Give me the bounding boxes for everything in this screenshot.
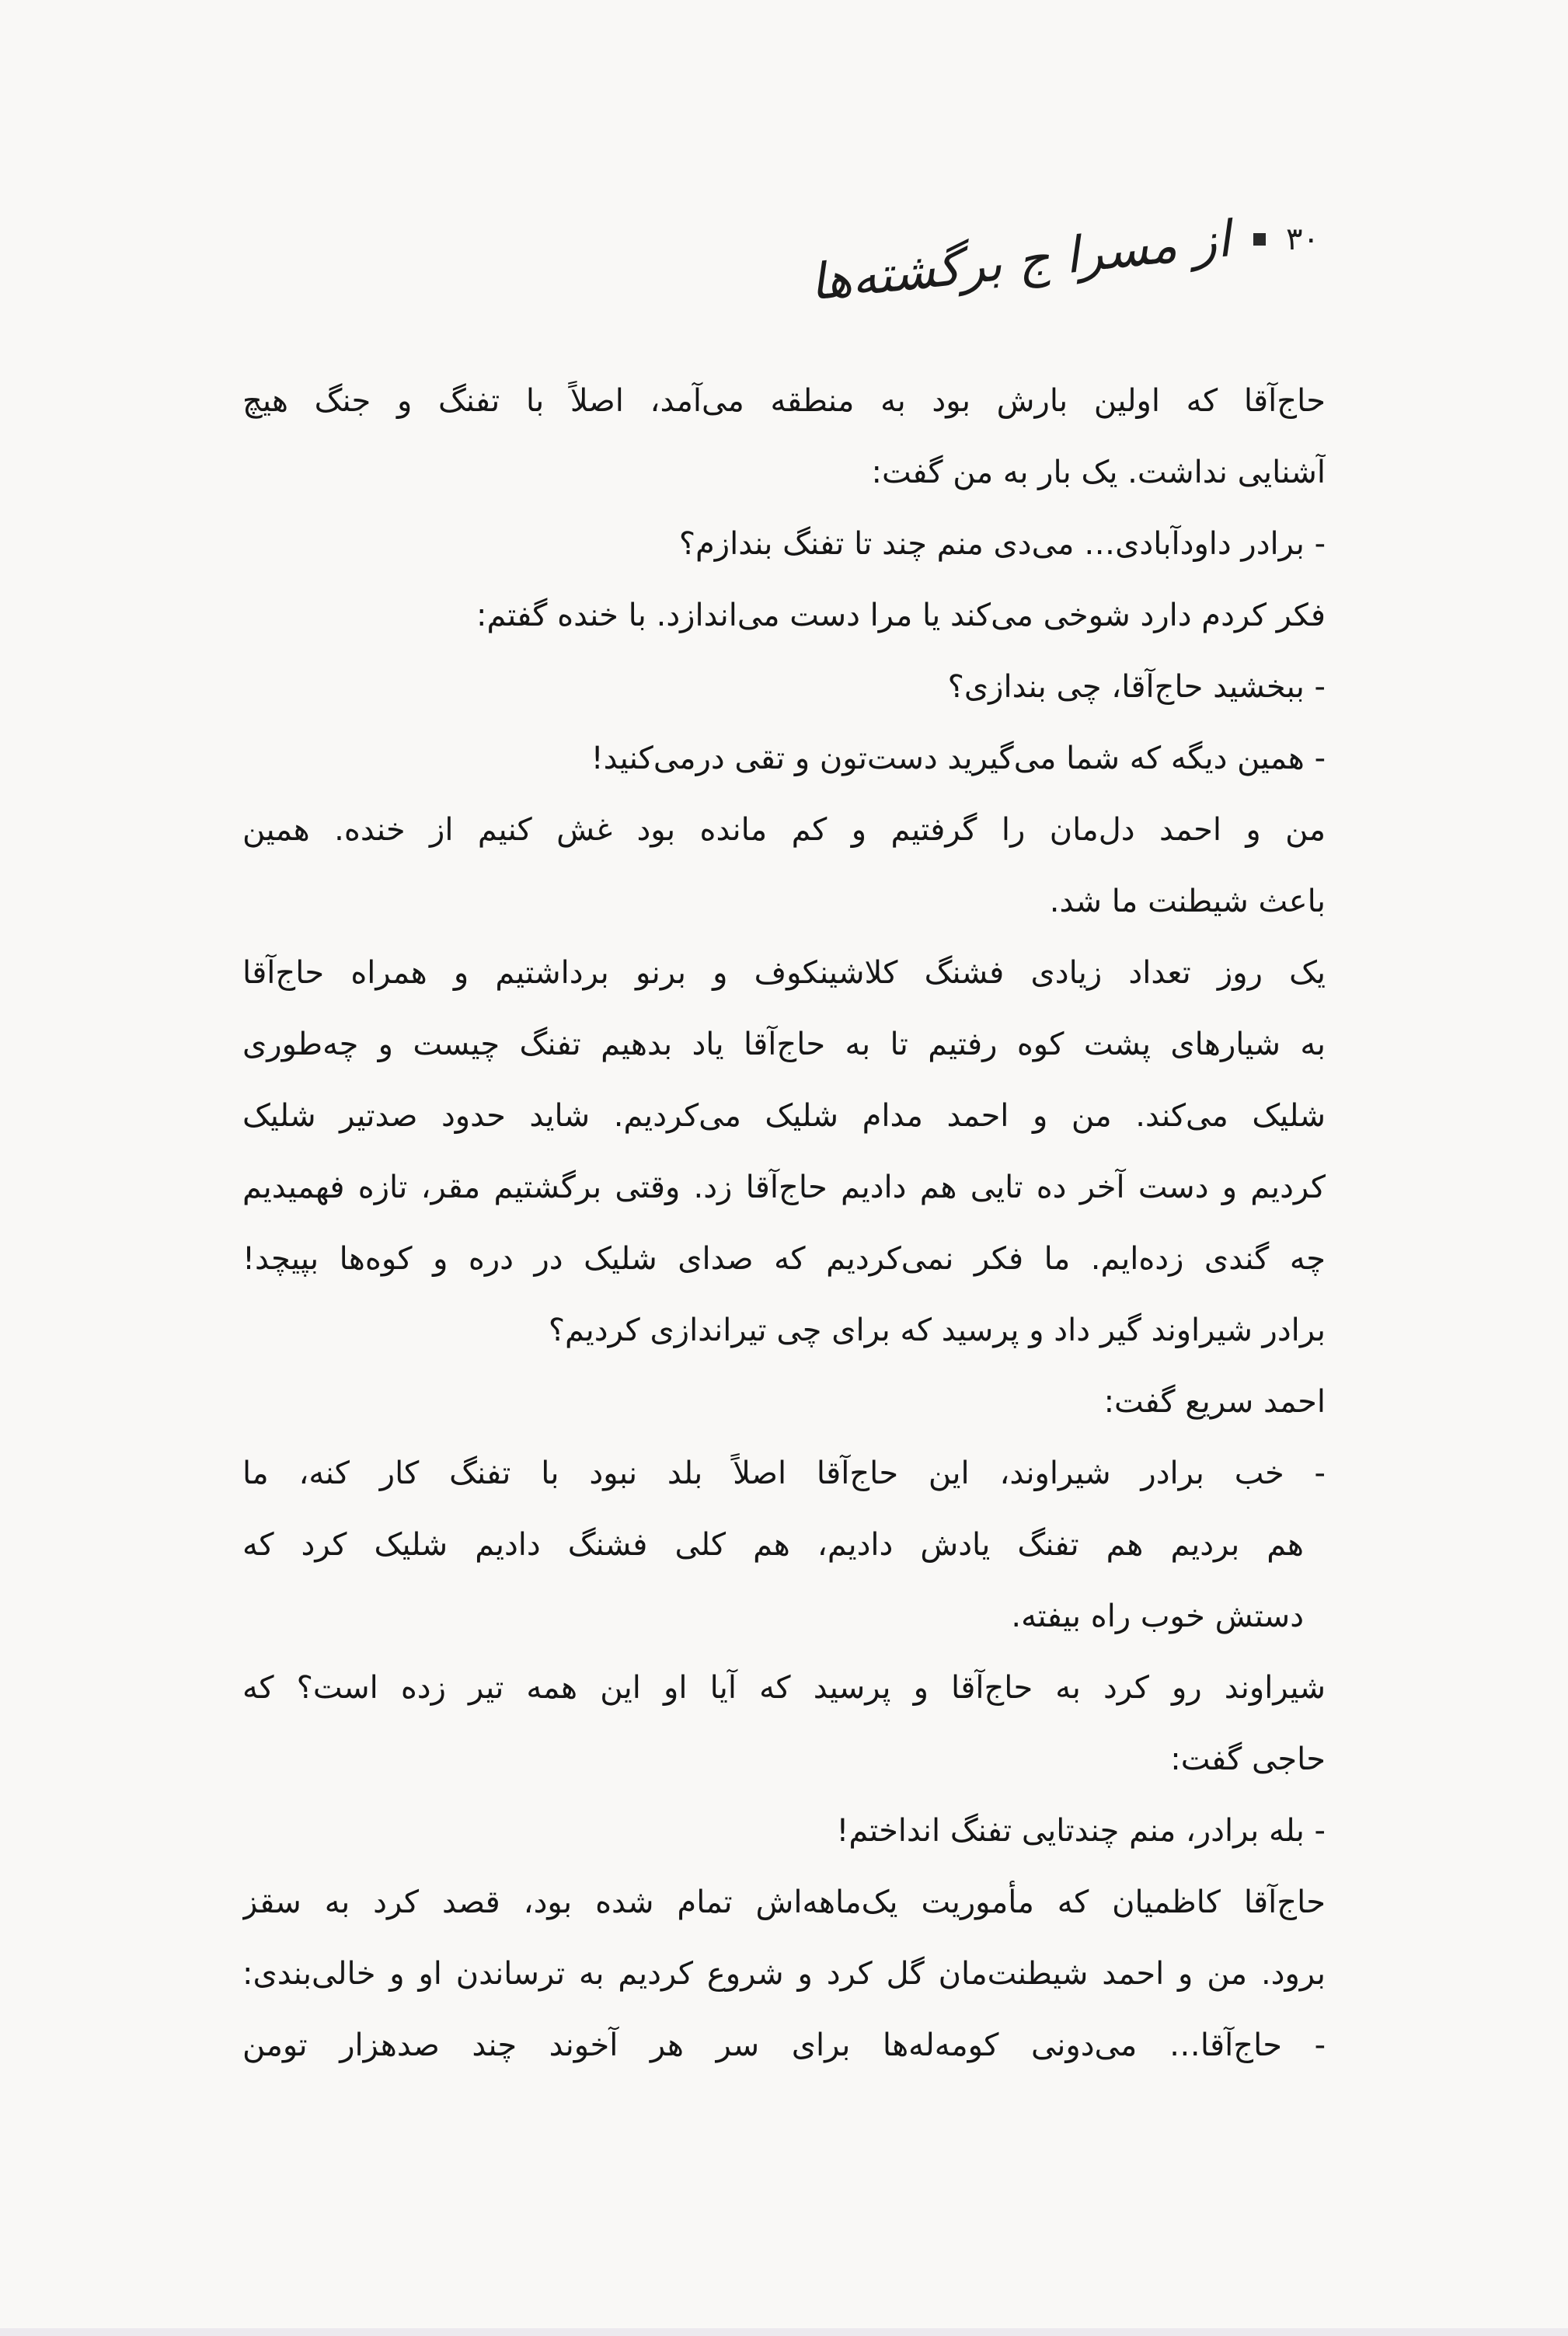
header-separator-square: [1253, 233, 1266, 246]
book-title-calligraphy: از مسرا ج برگشته‌ها: [807, 211, 1233, 312]
running-header: [807, 208, 1319, 312]
dialog-line: - همین دیگه که شما می‌گیرید دست‌تون و تقی درمی‌کنید!: [591, 741, 1326, 776]
text-line: فکر کردم دارد شوخی می‌کند یا مرا دست می‌اندازد. با خنده گفتم:: [476, 598, 1326, 633]
dialog-line: دستش خوب راه بیفته.: [1011, 1599, 1304, 1634]
text-line: کردیم و دست آخر ده تایی هم دادیم حاج‌آقا زد. وقتی برگشتیم مقر، تازه فهمیدیم: [242, 1170, 1326, 1205]
text-line: یک روز تعداد زیادی فشنگ کلاشینکوف و برنو برداشتیم و همراه حاج‌آقا: [242, 955, 1326, 991]
dialog-line: - ببخشید حاج‌آقا، چی بندازی؟: [947, 669, 1326, 705]
text-line: چه گندی زده‌ایم. ما فکر نمی‌کردیم که صدای شلیک در دره و کوه‌ها بپیچد!: [242, 1241, 1326, 1277]
text-line: احمد سریع گفت:: [1103, 1384, 1326, 1420]
text-line: به شیارهای پشت کوه رفتیم تا به حاج‌آقا یاد بدهیم تفنگ چیست و چه‌طوری: [242, 1027, 1326, 1062]
text-line: شیراوند رو کرد به حاج‌آقا و پرسید که آیا او این همه تیر زده است؟ که: [242, 1670, 1326, 1706]
dialog-line: هم بردیم هم تفنگ یادش دادیم، هم کلی فشنگ دادیم شلیک کرد که: [242, 1527, 1304, 1563]
dialog-line: - برادر داودآبادی… می‌دی منم چند تا تفنگ بندازم؟: [678, 526, 1326, 562]
dialog-line: - بله برادر، منم چندتایی تفنگ انداختم!: [836, 1813, 1326, 1849]
dialog-line: - حاج‌آقا… می‌دونی کومه‌له‌ها برای سر هر آخوند چند صدهزار تومن: [242, 2027, 1326, 2063]
text-line: آشنایی نداشت. یک بار به من گفت:: [871, 455, 1326, 490]
text-line: حاجی گفت:: [1170, 1742, 1326, 1777]
body-text: [242, 365, 1326, 2081]
text-line: برود. من و احمد شیطنت‌مان گل کرد و شروع کردیم به ترساندن او و خالی‌بندی:: [242, 1956, 1326, 1992]
text-line: حاج‌آقا که اولین بارش بود به منطقه می‌آمد، اصلاً با تفنگ و جنگ هیچ: [242, 383, 1326, 419]
text-line: باعث شیطنت ما شد.: [1049, 884, 1326, 919]
page-bottom-edge: [0, 2328, 1568, 2336]
text-line: برادر شیراوند گیر داد و پرسید که برای چی تیراندازی کردیم؟: [548, 1313, 1326, 1348]
text-line: من و احمد دل‌مان را گرفتیم و کم مانده بود غش کنیم از خنده. همین: [242, 812, 1326, 848]
text-line: حاج‌آقا کاظمیان که مأموریت یک‌ماهه‌اش تمام شده بود، قصد کرد به سقز: [242, 1884, 1326, 1920]
page-number: ۳۰: [1286, 221, 1319, 257]
dialog-line: - خب برادر شیراوند، این حاج‌آقا اصلاً بلد نبود با تفنگ کار کنه، ما: [242, 1456, 1326, 1491]
text-line: شلیک می‌کند. من و احمد مدام شلیک می‌کردیم. شاید حدود صدتیر شلیک: [242, 1098, 1326, 1134]
